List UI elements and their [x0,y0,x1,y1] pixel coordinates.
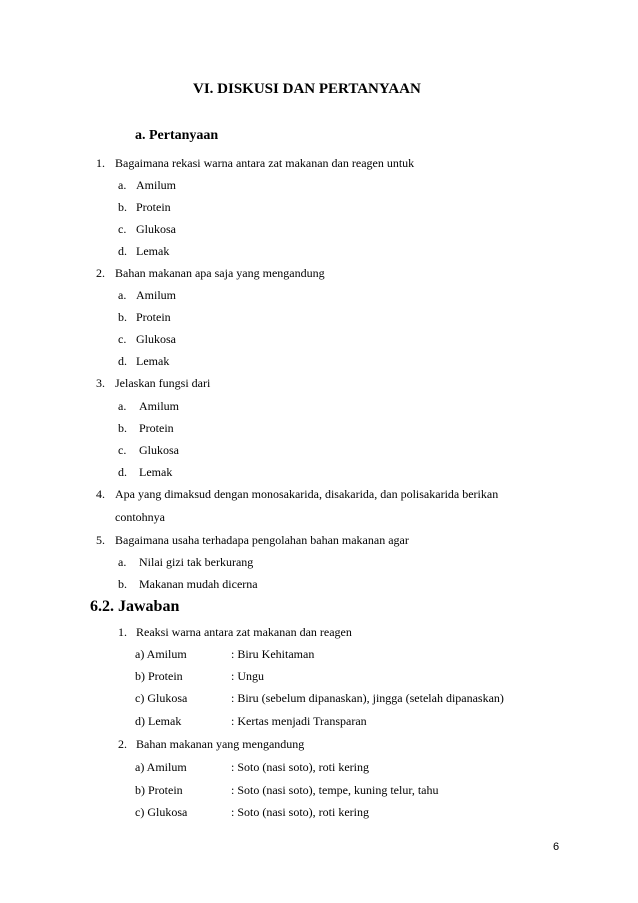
question-text: Bahan makanan apa saja yang mengandung [115,266,325,280]
option-label: a. [118,399,127,413]
question-number: 3. [96,376,105,390]
answer-key: c) Glukosa [135,691,188,705]
answer-text: Bahan makanan yang mengandung [136,737,305,751]
page-number: 6 [553,841,560,853]
answer-value: : Soto (nasi soto), roti kering [231,805,369,819]
option-text: Amilum [139,399,180,413]
question-text: Bagaimana usaha terhadapa pengolahan bahan makanan agar [115,533,409,547]
option-label: c. [118,332,127,346]
option-label: b. [118,200,127,214]
question-text-continued: contohnya [115,510,165,524]
option-label: a. [118,555,127,569]
question-number: 1. [96,156,105,170]
answer-number: 1. [118,625,127,639]
option-text: Nilai gizi tak berkurang [139,555,254,569]
option-label: a. [118,288,127,302]
option-text: Protein [139,421,174,435]
option-text: Lemak [136,354,170,368]
question-text: Jelaskan fungsi dari [115,376,211,390]
question-number: 2. [96,266,105,280]
page-title: VI. DISKUSI DAN PERTANYAAN [193,81,421,97]
option-text: Glukosa [136,222,176,236]
option-label: a. [118,178,127,192]
answer-number: 2. [118,737,127,751]
option-label: d. [118,244,127,258]
question-number: 5. [96,533,105,547]
option-text: Amilum [136,288,177,302]
option-label: d. [118,354,127,368]
option-label: b. [118,577,127,591]
answer-value: : Soto (nasi soto), tempe, kuning telur, tahu [231,783,439,797]
answer-value: : Biru Kehitaman [231,647,315,661]
option-text: Lemak [136,244,170,258]
answer-value: : Kertas menjadi Transparan [231,714,367,728]
answer-key: a) Amilum [135,760,187,774]
answer-key: b) Protein [135,669,183,683]
option-label: b. [118,310,127,324]
option-text: Protein [136,310,171,324]
option-text: Amilum [136,178,177,192]
answer-key: a) Amilum [135,647,187,661]
option-text: Glukosa [136,332,176,346]
option-label: d. [118,465,127,479]
answer-key: d) Lemak [135,714,182,728]
answer-key: b) Protein [135,783,183,797]
option-text: Protein [136,200,171,214]
option-text: Glukosa [139,443,179,457]
option-text: Lemak [139,465,173,479]
question-text: Bagaimana rekasi warna antara zat makanan dan reagen untuk [115,156,415,170]
section-heading-pertanyaan: a. Pertanyaan [135,128,219,143]
option-label: c. [118,443,127,457]
question-number: 4. [96,487,105,501]
option-label: b. [118,421,127,435]
answer-value: : Biru (sebelum dipanaskan), jingga (setelah dipanaskan) [231,691,504,705]
section-heading-jawaban: 6.2. Jawaban [90,598,180,615]
answer-value: : Soto (nasi soto), roti kering [231,760,369,774]
answer-value: : Ungu [231,669,264,683]
option-label: c. [118,222,127,236]
answer-text: Reaksi warna antara zat makanan dan reagen [136,625,352,639]
question-text: Apa yang dimaksud dengan monosakarida, disakarida, dan polisakarida berikan [115,487,499,501]
option-text: Makanan mudah dicerna [139,577,258,591]
answer-key: c) Glukosa [135,805,188,819]
